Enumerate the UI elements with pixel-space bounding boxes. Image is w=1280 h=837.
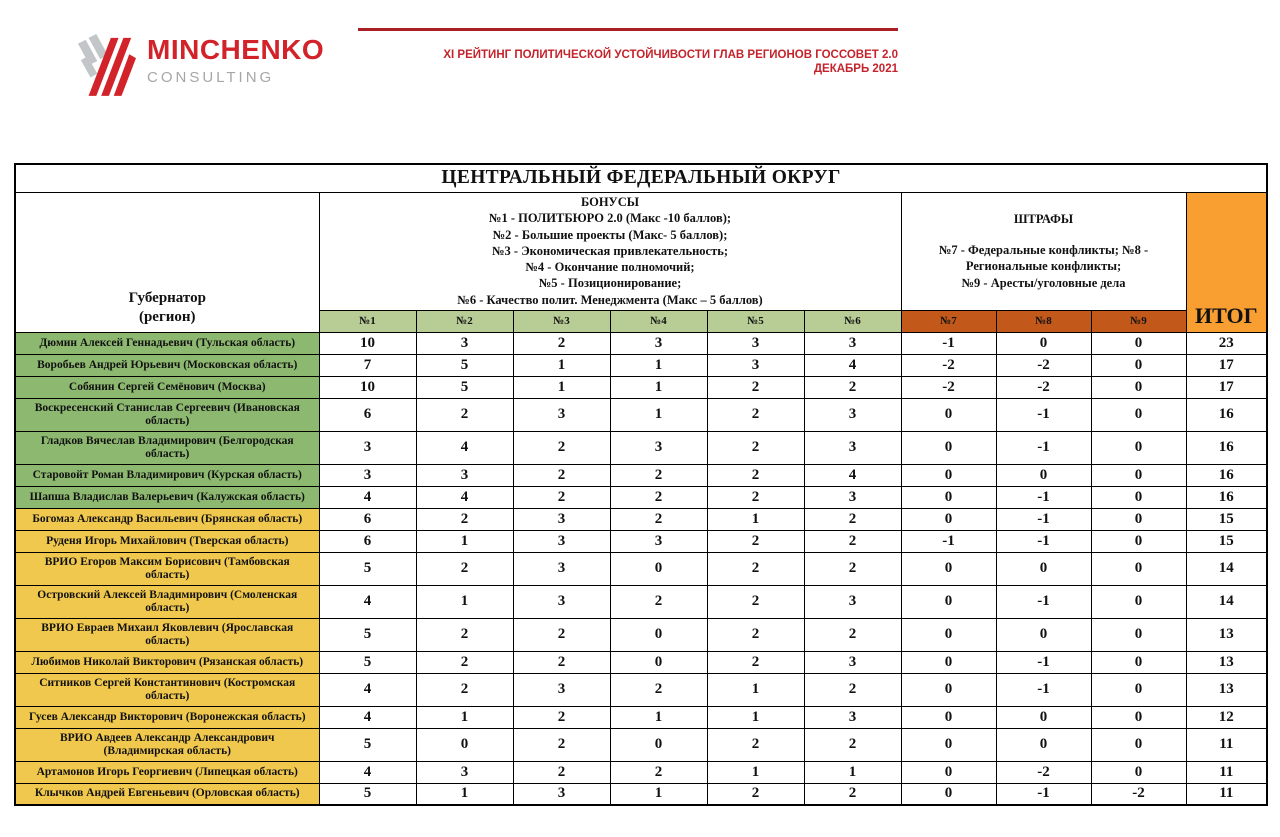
bonus-line-5: №5 - Позиционирование; [538, 276, 682, 291]
score-cell: 3 [804, 651, 901, 673]
total-cell: 11 [1186, 728, 1267, 761]
score-cell: 2 [513, 728, 610, 761]
table-row [15, 508, 1267, 530]
score-cell: -2 [901, 376, 996, 398]
score-cell: 2 [707, 585, 804, 618]
score-cell: 0 [901, 398, 996, 431]
governor-name-cell: Воскресенский Станислав Сергеевич (Ивановская область) [15, 398, 319, 431]
score-cell: 2 [804, 783, 901, 805]
bonus-line-6: №6 - Качество полит. Менеджмента (Макс – 5 баллов) [457, 292, 763, 307]
total-cell: 17 [1186, 354, 1267, 376]
score-cell: 1 [610, 783, 707, 805]
total-cell: 16 [1186, 431, 1267, 464]
score-cell: 5 [319, 618, 416, 651]
score-cell: -1 [996, 673, 1091, 706]
total-cell: 11 [1186, 761, 1267, 783]
score-cell: 0 [610, 728, 707, 761]
score-cell: 3 [804, 398, 901, 431]
score-cell: 2 [513, 332, 610, 354]
score-cell: 3 [513, 673, 610, 706]
score-cell: 5 [319, 651, 416, 673]
penalty-line-1: №7 - Федеральные конфликты; №8 - Региональные конфликты; [938, 242, 1149, 273]
score-cell: 0 [1091, 673, 1186, 706]
table-row [15, 530, 1267, 552]
score-cell: 2 [610, 486, 707, 508]
table-row [15, 376, 1267, 398]
score-cell: 3 [319, 464, 416, 486]
score-cell: 2 [707, 464, 804, 486]
score-cell: 3 [319, 431, 416, 464]
score-cell: 0 [901, 464, 996, 486]
column-header-n7: №7 [901, 310, 996, 332]
score-cell: 2 [416, 552, 513, 585]
score-cell: 0 [1091, 431, 1186, 464]
table-row [15, 706, 1267, 728]
score-cell: 0 [610, 552, 707, 585]
score-cell: 0 [901, 431, 996, 464]
score-cell: 1 [416, 783, 513, 805]
table-row [15, 464, 1267, 486]
score-cell: 0 [901, 761, 996, 783]
score-cell: 4 [416, 486, 513, 508]
governor-name-cell: ВРИО Егоров Максим Борисович (Тамбовская область) [15, 552, 319, 585]
score-cell: 0 [1091, 376, 1186, 398]
column-header-n2: №2 [416, 310, 513, 332]
score-cell: 0 [1091, 464, 1186, 486]
score-cell: 3 [416, 332, 513, 354]
score-cell: 5 [416, 376, 513, 398]
score-cell: 1 [707, 761, 804, 783]
table-group-header-row [15, 192, 1267, 310]
score-cell: 0 [1091, 530, 1186, 552]
score-cell: 3 [610, 431, 707, 464]
score-cell: 0 [1091, 585, 1186, 618]
table-row [15, 332, 1267, 354]
score-cell: 0 [996, 728, 1091, 761]
score-cell: 1 [610, 398, 707, 431]
score-cell: -2 [996, 376, 1091, 398]
total-cell: 13 [1186, 618, 1267, 651]
score-cell: 4 [319, 706, 416, 728]
bonuses-title: БОНУСЫ [580, 194, 640, 209]
score-cell: 0 [901, 486, 996, 508]
score-cell: 0 [901, 728, 996, 761]
score-cell: 0 [1091, 398, 1186, 431]
bonus-line-1: №1 - ПОЛИТБЮРО 2.0 (Макс -10 баллов); [488, 211, 732, 226]
governor-name-cell: Шапша Владислав Валерьевич (Калужская область) [15, 486, 319, 508]
score-cell: -1 [996, 431, 1091, 464]
score-cell: 0 [996, 552, 1091, 585]
score-cell: 0 [610, 618, 707, 651]
bonus-line-4: №4 - Окончание полномочий; [525, 260, 695, 275]
score-cell: -2 [996, 354, 1091, 376]
score-cell: 3 [610, 332, 707, 354]
score-cell: 0 [1091, 618, 1186, 651]
logo-text [147, 30, 324, 85]
governor-header-line1: Губернатор [128, 289, 206, 306]
score-cell: 1 [416, 585, 513, 618]
table-row [15, 651, 1267, 673]
governor-name-cell: ВРИО Авдеев Александр Александрович (Владимирская область) [15, 728, 319, 761]
score-cell: 2 [416, 508, 513, 530]
score-cell: -1 [996, 585, 1091, 618]
governor-name-cell: Руденя Игорь Михайлович (Тверская область) [15, 530, 319, 552]
score-cell: 3 [804, 585, 901, 618]
score-cell: 3 [416, 761, 513, 783]
score-cell: 3 [804, 332, 901, 354]
score-cell: 2 [513, 706, 610, 728]
score-cell: 2 [707, 552, 804, 585]
score-cell: 2 [513, 464, 610, 486]
total-cell: 23 [1186, 332, 1267, 354]
column-header-n4: №4 [610, 310, 707, 332]
penalties-header [901, 192, 1186, 310]
total-cell: 13 [1186, 673, 1267, 706]
score-cell: 2 [416, 398, 513, 431]
total-cell: 15 [1186, 508, 1267, 530]
score-cell: 2 [804, 552, 901, 585]
table-row [15, 783, 1267, 805]
score-cell: 2 [513, 618, 610, 651]
score-cell: 1 [707, 508, 804, 530]
score-cell: 0 [996, 706, 1091, 728]
bonus-line-3: №3 - Экономическая привлекательность; [491, 243, 729, 258]
score-cell: 4 [416, 431, 513, 464]
score-cell: 2 [804, 673, 901, 706]
minchenko-wing-icon [76, 30, 136, 96]
table-row [15, 673, 1267, 706]
score-cell: 1 [416, 706, 513, 728]
district-title: ЦЕНТРАЛЬНЫЙ ФЕДЕРАЛЬНЫЙ ОКРУГ [15, 164, 1267, 192]
score-cell: 2 [707, 376, 804, 398]
score-cell: 2 [610, 673, 707, 706]
score-cell: 1 [416, 530, 513, 552]
score-cell: 1 [804, 761, 901, 783]
column-header-n1: №1 [319, 310, 416, 332]
total-cell: 13 [1186, 651, 1267, 673]
score-cell: -1 [901, 530, 996, 552]
score-cell: 3 [610, 530, 707, 552]
governor-name-cell: Любимов Николай Викторович (Рязанская область) [15, 651, 319, 673]
governor-name-cell: Старовойт Роман Владимирович (Курская область) [15, 464, 319, 486]
score-cell: -1 [996, 651, 1091, 673]
total-cell: 12 [1186, 706, 1267, 728]
score-cell: 0 [901, 552, 996, 585]
total-column-header: ИТОГ [1186, 192, 1267, 332]
governor-name-cell: Гусев Александр Викторович (Воронежская область) [15, 706, 319, 728]
table-row [15, 552, 1267, 585]
score-cell: 2 [804, 728, 901, 761]
score-cell: 6 [319, 530, 416, 552]
table-row [15, 761, 1267, 783]
score-cell: 4 [319, 585, 416, 618]
table-row [15, 398, 1267, 431]
governor-name-cell: ВРИО Евраев Михаил Яковлевич (Ярославская область) [15, 618, 319, 651]
score-cell: 0 [1091, 706, 1186, 728]
governor-name-cell: Дюмин Алексей Геннадьевич (Тульская область) [15, 332, 319, 354]
score-cell: 7 [319, 354, 416, 376]
score-cell: 2 [707, 398, 804, 431]
total-cell: 16 [1186, 398, 1267, 431]
score-cell: 6 [319, 508, 416, 530]
red-divider-line [358, 28, 898, 31]
score-cell: 2 [416, 618, 513, 651]
score-cell: 0 [901, 673, 996, 706]
total-cell: 16 [1186, 486, 1267, 508]
logo [76, 30, 324, 96]
score-cell: 0 [1091, 728, 1186, 761]
score-cell: -1 [996, 530, 1091, 552]
score-cell: 0 [996, 464, 1091, 486]
score-cell: 0 [901, 585, 996, 618]
score-cell: 2 [707, 618, 804, 651]
score-cell: 3 [707, 354, 804, 376]
score-cell: 2 [610, 761, 707, 783]
score-cell: 2 [707, 530, 804, 552]
governor-name-cell: Артамонов Игорь Георгиевич (Липецкая область) [15, 761, 319, 783]
governor-name-cell: Клычков Андрей Евгеньевич (Орловская область) [15, 783, 319, 805]
score-cell: 4 [804, 354, 901, 376]
score-cell: 1 [610, 376, 707, 398]
score-cell: 0 [901, 618, 996, 651]
score-cell: 3 [513, 530, 610, 552]
score-cell: 10 [319, 332, 416, 354]
score-cell: 2 [804, 530, 901, 552]
score-cell: 2 [707, 728, 804, 761]
column-header-n5: №5 [707, 310, 804, 332]
score-cell: 2 [513, 486, 610, 508]
score-cell: 2 [513, 431, 610, 464]
governor-column-header [15, 192, 319, 332]
score-cell: 0 [1091, 651, 1186, 673]
score-cell: 0 [1091, 486, 1186, 508]
score-cell: 4 [804, 464, 901, 486]
score-cell: 3 [804, 431, 901, 464]
score-cell: 0 [996, 618, 1091, 651]
score-cell: 4 [319, 673, 416, 706]
score-cell: 5 [319, 552, 416, 585]
document-title-line1: XI РЕЙТИНГ ПОЛИТИЧЕСКОЙ УСТОЙЧИВОСТИ ГЛАВ РЕГИОНОВ ГОССОВЕТ 2.0 [443, 49, 898, 61]
score-cell: 2 [804, 508, 901, 530]
score-cell: 0 [1091, 332, 1186, 354]
total-cell: 14 [1186, 552, 1267, 585]
score-cell: 0 [901, 651, 996, 673]
score-cell: 2 [610, 464, 707, 486]
score-cell: 2 [804, 618, 901, 651]
score-cell: 2 [513, 761, 610, 783]
score-cell: 3 [513, 508, 610, 530]
score-cell: 2 [707, 486, 804, 508]
score-cell: 0 [901, 508, 996, 530]
score-cell: 1 [513, 354, 610, 376]
score-cell: 5 [319, 728, 416, 761]
score-cell: 3 [804, 706, 901, 728]
governor-name-cell: Воробьев Андрей Юрьевич (Московская область) [15, 354, 319, 376]
total-cell: 16 [1186, 464, 1267, 486]
score-cell: 4 [319, 486, 416, 508]
score-cell: 3 [513, 552, 610, 585]
penalty-line-2: №9 - Аресты/уголовные дела [961, 275, 1126, 290]
score-cell: 1 [610, 354, 707, 376]
score-cell: 3 [513, 585, 610, 618]
governor-name-cell: Богомаз Александр Васильевич (Брянская область) [15, 508, 319, 530]
score-cell: -1 [996, 398, 1091, 431]
score-cell: 0 [901, 783, 996, 805]
table-row [15, 618, 1267, 651]
score-cell: -2 [901, 354, 996, 376]
score-cell: 0 [1091, 354, 1186, 376]
score-cell: 2 [416, 673, 513, 706]
score-cell: 0 [996, 332, 1091, 354]
table-row [15, 486, 1267, 508]
governor-name-cell: Собянин Сергей Семёнович (Москва) [15, 376, 319, 398]
score-cell: 3 [416, 464, 513, 486]
score-cell: 5 [319, 783, 416, 805]
table-body [15, 332, 1267, 805]
document-title-line2: ДЕКАБРЬ 2021 [813, 63, 898, 75]
brand-name: MINCHENKO [147, 34, 325, 65]
score-cell: 10 [319, 376, 416, 398]
governor-name-cell: Гладков Вячеслав Владимирович (Белгородская область) [15, 431, 319, 464]
score-cell: 2 [416, 651, 513, 673]
rating-table [14, 163, 1268, 806]
score-cell: 1 [707, 673, 804, 706]
total-cell: 17 [1186, 376, 1267, 398]
score-cell: 2 [707, 431, 804, 464]
score-cell: 3 [804, 486, 901, 508]
score-cell: -2 [996, 761, 1091, 783]
score-cell: 3 [707, 332, 804, 354]
column-header-n3: №3 [513, 310, 610, 332]
document-title-block [358, 28, 898, 76]
score-cell: 2 [610, 585, 707, 618]
score-cell: 0 [901, 706, 996, 728]
governor-name-cell: Островский Алексей Владимирович (Смоленская область) [15, 585, 319, 618]
column-header-n9: №9 [1091, 310, 1186, 332]
score-cell: 6 [319, 398, 416, 431]
table-title-row [15, 164, 1267, 192]
bonuses-header [319, 192, 901, 310]
penalties-title: ШТРАФЫ [1013, 212, 1074, 226]
column-header-n8: №8 [996, 310, 1091, 332]
total-cell: 15 [1186, 530, 1267, 552]
score-cell: 2 [804, 376, 901, 398]
score-cell: 1 [513, 376, 610, 398]
governor-header-line2: (регион) [138, 308, 196, 325]
total-cell: 14 [1186, 585, 1267, 618]
score-cell: 2 [610, 508, 707, 530]
score-cell: 2 [707, 651, 804, 673]
score-cell: 0 [1091, 508, 1186, 530]
score-cell: 0 [1091, 552, 1186, 585]
table-row [15, 431, 1267, 464]
score-cell: 0 [1091, 761, 1186, 783]
score-cell: 0 [610, 651, 707, 673]
table-row [15, 354, 1267, 376]
column-header-n6: №6 [804, 310, 901, 332]
bonus-line-2: №2 - Большие проекты (Макс- 5 баллов); [492, 227, 728, 242]
table-row [15, 585, 1267, 618]
score-cell: -1 [901, 332, 996, 354]
score-cell: 1 [610, 706, 707, 728]
score-cell: -1 [996, 486, 1091, 508]
score-cell: -1 [996, 783, 1091, 805]
score-cell: 4 [319, 761, 416, 783]
score-cell: 3 [513, 398, 610, 431]
score-cell: 2 [513, 651, 610, 673]
governor-name-cell: Ситников Сергей Константинович (Костромская область) [15, 673, 319, 706]
brand-subtitle: CONSULTING [147, 69, 275, 86]
score-cell: -2 [1091, 783, 1186, 805]
score-cell: 5 [416, 354, 513, 376]
table-row [15, 728, 1267, 761]
score-cell: -1 [996, 508, 1091, 530]
score-cell: 1 [707, 706, 804, 728]
score-cell: 3 [513, 783, 610, 805]
total-cell: 11 [1186, 783, 1267, 805]
score-cell: 2 [707, 783, 804, 805]
score-cell: 0 [416, 728, 513, 761]
